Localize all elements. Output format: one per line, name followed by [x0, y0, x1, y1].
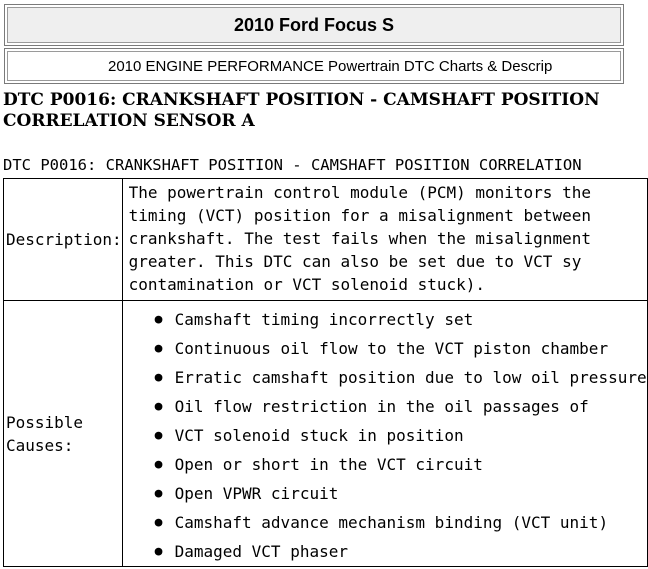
bullet-icon: ● [154, 341, 163, 356]
header-frame [4, 4, 624, 46]
list-item: ● Camshaft advance mechanism binding (VCT unit) [175, 508, 647, 537]
dtc-subheading: DTC P0016: CRANKSHAFT POSITION - CAMSHAFT POSITION CORRELATION [3, 156, 582, 174]
bullet-icon: ● [154, 312, 163, 327]
bullet-icon: ● [154, 457, 163, 472]
dtc-table [3, 178, 648, 567]
causes-list-cell [122, 301, 647, 567]
list-item: ● Open or short in the VCT circuit [175, 450, 647, 479]
list-item: ● Erratic camshaft position due to low oil pressure [175, 363, 647, 392]
description-line: timing (VCT) position for a misalignment between [128, 206, 591, 225]
subtitle-frame [4, 48, 624, 84]
list-item: ● Damaged VCT phaser [175, 537, 647, 566]
causes-label-line: Possible [6, 412, 84, 432]
description-row [4, 179, 648, 301]
causes-list [123, 305, 647, 566]
causes-label [4, 301, 123, 567]
description-text [122, 179, 647, 301]
description-line: crankshaft. The test fails when the misalignment [128, 229, 591, 248]
bullet-icon: ● [154, 515, 163, 530]
causes-label-line: Causes: [6, 435, 74, 455]
dtc-heading: DTC P0016: CRANKSHAFT POSITION - CAMSHAFT POSITION CORRELATION SENSOR A [3, 90, 600, 131]
list-item: ● Oil flow restriction in the oil passages of [175, 392, 647, 421]
list-item: ● Continuous oil flow to the VCT piston chamber [175, 334, 647, 363]
bullet-icon: ● [154, 399, 163, 414]
list-item: ● VCT solenoid stuck in position [175, 421, 647, 450]
list-item: ● Camshaft timing incorrectly set [175, 305, 647, 334]
causes-row [4, 301, 648, 567]
description-line: The powertrain control module (PCM) monitors the [128, 183, 591, 202]
bullet-icon: ● [154, 544, 163, 559]
description-line: greater. This DTC can also be set due to VCT sy [128, 252, 582, 271]
description-label: Description: [4, 179, 123, 301]
bullet-icon: ● [154, 486, 163, 501]
list-item: ● Open VPWR circuit [175, 479, 647, 508]
document-subtitle: 2010 ENGINE PERFORMANCE Powertrain DTC Charts & Descrip [7, 51, 621, 81]
bullet-icon: ● [154, 370, 163, 385]
document-header [4, 4, 624, 84]
vehicle-title: 2010 Ford Focus S [7, 7, 621, 43]
bullet-icon: ● [154, 428, 163, 443]
description-line: contamination or VCT solenoid stuck). [128, 275, 486, 294]
